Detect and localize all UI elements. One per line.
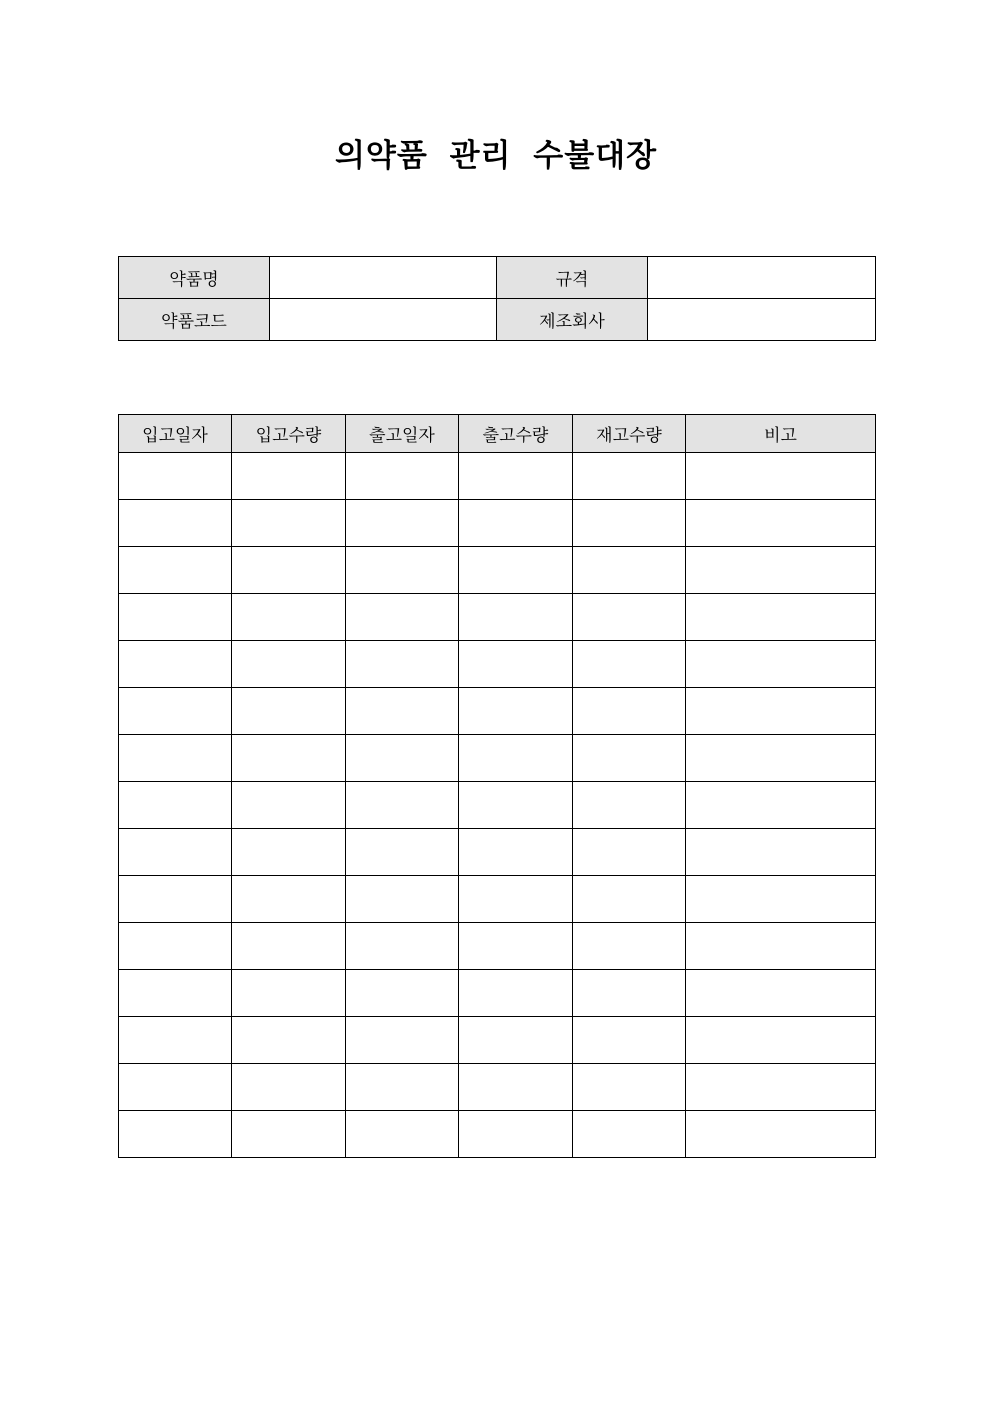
receipt-quantity-cell[interactable] [232,876,346,923]
ledger-header-row [119,415,876,453]
receipt-date-cell[interactable] [119,829,232,876]
receipt-date-cell[interactable] [119,1111,232,1158]
receipt-quantity-cell[interactable] [232,829,346,876]
document-title: 의약품 관리 수불대장 [334,138,658,174]
stock-quantity-cell[interactable] [573,453,686,500]
issue-date-cell[interactable] [346,735,459,782]
issue-date-cell[interactable] [346,1064,459,1111]
issue-quantity-cell[interactable] [459,500,573,547]
issue-date-cell[interactable] [346,500,459,547]
table-row [119,641,876,688]
issue-date-cell[interactable] [346,594,459,641]
stock-quantity-cell[interactable] [573,547,686,594]
stock-quantity-cell[interactable] [573,641,686,688]
table-row [119,688,876,735]
remarks-cell[interactable] [686,923,876,970]
manufacturer-label: 제조회사 [497,299,648,341]
receipt-quantity-cell[interactable] [232,735,346,782]
receipt-date-cell[interactable] [119,782,232,829]
remarks-cell[interactable] [686,735,876,782]
table-row [119,782,876,829]
issue-date-cell[interactable] [346,1017,459,1064]
receipt-quantity-cell[interactable] [232,453,346,500]
stock-quantity-cell[interactable] [573,1111,686,1158]
table-row [119,735,876,782]
issue-quantity-cell[interactable] [459,547,573,594]
table-row [119,547,876,594]
issue-date-cell[interactable] [346,453,459,500]
table-row [119,1064,876,1111]
receipt-quantity-cell[interactable] [232,547,346,594]
stock-quantity-cell[interactable] [573,970,686,1017]
remarks-cell[interactable] [686,1017,876,1064]
receipt-date-cell[interactable] [119,735,232,782]
issue-date-cell[interactable] [346,547,459,594]
receipt-date-cell[interactable] [119,1064,232,1111]
receipt-date-cell[interactable] [119,547,232,594]
table-row [119,500,876,547]
drug-name-label: 약품명 [119,257,270,299]
remarks-cell[interactable] [686,829,876,876]
drug-code-label: 약품코드 [119,299,270,341]
issue-quantity-cell[interactable] [459,782,573,829]
table-row [119,1017,876,1064]
spec-field[interactable] [648,257,876,299]
stock-quantity-cell[interactable] [573,782,686,829]
issue-quantity-cell[interactable] [459,594,573,641]
remarks-cell[interactable] [686,688,876,735]
remarks-cell[interactable] [686,970,876,1017]
header-issue-quantity: 출고수량 [459,415,573,453]
receipt-date-cell[interactable] [119,641,232,688]
drug-code-field[interactable] [270,299,497,341]
issue-quantity-cell[interactable] [459,641,573,688]
remarks-cell[interactable] [686,453,876,500]
table-row [119,876,876,923]
receipt-quantity-cell[interactable] [232,970,346,1017]
header-issue-date: 출고일자 [346,415,459,453]
header-remarks: 비고 [686,415,876,453]
issue-quantity-cell[interactable] [459,453,573,500]
receipt-date-cell[interactable] [119,453,232,500]
header-stock-quantity: 재고수량 [573,415,686,453]
stock-quantity-cell[interactable] [573,1064,686,1111]
info-row-1 [119,257,876,299]
stock-quantity-cell[interactable] [573,735,686,782]
issue-quantity-cell[interactable] [459,1017,573,1064]
info-row-2 [119,299,876,341]
table-row [119,594,876,641]
manufacturer-field[interactable] [648,299,876,341]
receipt-quantity-cell[interactable] [232,594,346,641]
drug-info-table [118,256,876,341]
receipt-date-cell[interactable] [119,500,232,547]
header-receipt-quantity: 입고수량 [232,415,346,453]
stock-quantity-cell[interactable] [573,1017,686,1064]
issue-date-cell[interactable] [346,923,459,970]
receipt-quantity-cell[interactable] [232,923,346,970]
stock-quantity-cell[interactable] [573,594,686,641]
issue-quantity-cell[interactable] [459,688,573,735]
issue-quantity-cell[interactable] [459,876,573,923]
issue-date-cell[interactable] [346,641,459,688]
remarks-cell[interactable] [686,641,876,688]
table-row [119,923,876,970]
remarks-cell[interactable] [686,547,876,594]
remarks-cell[interactable] [686,1064,876,1111]
header-receipt-date: 입고일자 [119,415,232,453]
receipt-quantity-cell[interactable] [232,782,346,829]
remarks-cell[interactable] [686,876,876,923]
issue-date-cell[interactable] [346,1111,459,1158]
receipt-quantity-cell[interactable] [232,1064,346,1111]
receipt-date-cell[interactable] [119,970,232,1017]
stock-quantity-cell[interactable] [573,923,686,970]
issue-quantity-cell[interactable] [459,970,573,1017]
stock-quantity-cell[interactable] [573,688,686,735]
table-row [119,970,876,1017]
receipt-date-cell[interactable] [119,688,232,735]
stock-quantity-cell[interactable] [573,500,686,547]
table-row [119,453,876,500]
issue-quantity-cell[interactable] [459,1111,573,1158]
stock-quantity-cell[interactable] [573,876,686,923]
remarks-cell[interactable] [686,500,876,547]
receipt-date-cell[interactable] [119,876,232,923]
table-row [119,829,876,876]
receipt-date-cell[interactable] [119,594,232,641]
issue-date-cell[interactable] [346,970,459,1017]
receipt-quantity-cell[interactable] [232,641,346,688]
issue-quantity-cell[interactable] [459,829,573,876]
receipt-quantity-cell[interactable] [232,1017,346,1064]
issue-date-cell[interactable] [346,782,459,829]
issue-date-cell[interactable] [346,688,459,735]
spec-label: 규격 [497,257,648,299]
remarks-cell[interactable] [686,782,876,829]
remarks-cell[interactable] [686,1111,876,1158]
issue-quantity-cell[interactable] [459,735,573,782]
receipt-date-cell[interactable] [119,923,232,970]
issue-quantity-cell[interactable] [459,1064,573,1111]
receipt-quantity-cell[interactable] [232,688,346,735]
remarks-cell[interactable] [686,594,876,641]
issue-date-cell[interactable] [346,829,459,876]
receipt-date-cell[interactable] [119,1017,232,1064]
stock-quantity-cell[interactable] [573,829,686,876]
receipt-quantity-cell[interactable] [232,500,346,547]
table-row [119,1111,876,1158]
ledger-table [118,414,876,1158]
issue-date-cell[interactable] [346,876,459,923]
receipt-quantity-cell[interactable] [232,1111,346,1158]
drug-name-field[interactable] [270,257,497,299]
issue-quantity-cell[interactable] [459,923,573,970]
